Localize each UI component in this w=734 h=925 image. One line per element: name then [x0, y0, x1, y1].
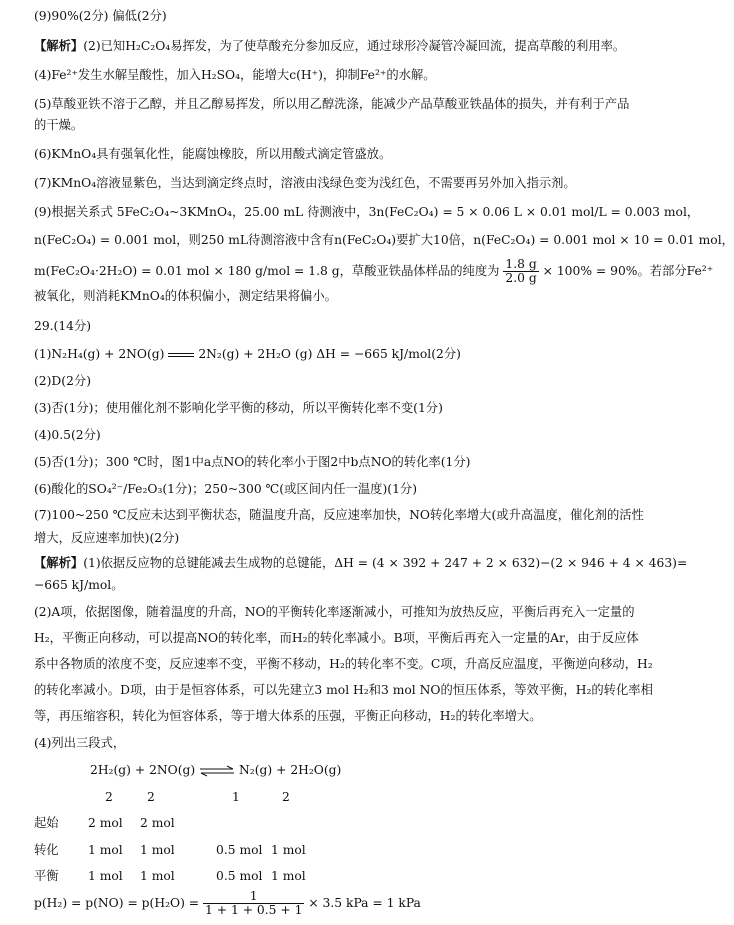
products: 2N₂(g) + 2H₂O (g) ΔH = −665 kJ/mol(2分) — [198, 347, 461, 361]
analysis-line-2 — [34, 38, 625, 54]
eq-left: 2H₂(g) + 2NO(g) — [90, 763, 196, 777]
question-29-header: 29.(14分) — [34, 319, 92, 333]
analysis-line-6: (6)KMnO₄具有强氧化性，能腐蚀橡胶，所以用酸式滴定管盛放。 — [34, 147, 392, 161]
analysis-line-4: (4)Fe²⁺发生水解呈酸性，加入H₂SO₄，能增大c(H⁺)，抑制Fe²⁺的水解。 — [34, 68, 436, 82]
analysis-29-1a — [34, 555, 687, 571]
cell: 2 mol — [140, 816, 175, 830]
partial-pressure-calc — [34, 890, 421, 917]
cell: 1 mol — [271, 843, 306, 857]
coef-h2: 2 — [105, 790, 113, 804]
pressure-fraction — [203, 890, 304, 917]
cell: 0.5 mol — [216, 869, 263, 883]
analysis-29-2a: (2)A项，依据图像，随着温度的升高，NO的平衡转化率逐渐减小，可推知为放热反应，平衡后再充入一定量的 — [34, 605, 635, 619]
cell: 1 mol — [140, 843, 175, 857]
analysis-tag: 【解析】 — [34, 38, 84, 53]
answer-29-1 — [34, 346, 461, 362]
equilibrium-arrow-icon — [199, 766, 235, 776]
answer-29-4: (4)0.5(2分) — [34, 428, 101, 442]
fraction-numerator: 1 — [203, 890, 304, 904]
analysis-29-2e: 等，再压缩容积，转化为恒容体系，等于增大体系的压强，平衡正向移动，H₂的转化率增大。 — [34, 709, 542, 723]
fraction-denominator: 2.0 g — [505, 271, 537, 285]
analysis-line-5b: 的干燥。 — [34, 118, 84, 132]
analysis-line-5a: (5)草酸亚铁不溶于乙醇，并且乙醇易挥发，所以用乙醇洗涤，能减少产品草酸亚铁晶体的损失，并有利于产品 — [34, 97, 630, 111]
analysis-29-2b: H₂，平衡正向移动，可以提高NO的转化率，而H₂的转化率减小。B项，平衡后再充入一定量的Ar，由于反应体 — [34, 631, 639, 645]
fraction-denominator: 1 + 1 + 0.5 + 1 — [205, 903, 303, 917]
coef-no: 2 — [147, 790, 155, 804]
three-stage-equation — [90, 762, 341, 778]
cell: 1 mol — [88, 843, 123, 857]
answer-29-3: (3)否(1分)；使用催化剂不影响化学平衡的移动，所以平衡转化率不变(1分) — [34, 401, 443, 415]
analysis-text: (2)已知H₂C₂O₄易挥发，为了使草酸充分参加反应，通过球形冷凝管冷凝回流，提高草酸的利用率。 — [83, 39, 626, 53]
cell: 2 mol — [88, 816, 123, 830]
analysis-line-9b: n(FeC₂O₄) = 0.001 mol，则250 mL待测溶液中含有n(FeC₂O₄)要扩大10倍，n(FeC₂O₄) = 0.001 mol × 10 = 0.01 mol， — [34, 233, 734, 247]
analysis-line-9a: (9)根据关系式 5FeC₂O₄~3KMnO₄，25.00 mL 待测液中，3n(FeC₂O₄) = 5 × 0.06 L × 0.01 mol/L = 0.003 mol， — [34, 205, 700, 219]
equals-sign-icon — [168, 351, 194, 359]
row-label-equilibrium: 平衡 — [34, 869, 59, 883]
analysis-line-9d: 被氧化，则消耗KMnO₄的体积偏小，测定结果将偏小。 — [34, 289, 337, 303]
pressure-lhs: p(H₂) = p(NO) = p(H₂O) = — [34, 896, 200, 910]
answer-29-7b: 增大，反应速率加快)(2分) — [34, 531, 180, 545]
fraction-numerator: 1.8 g — [505, 257, 537, 271]
purity-fraction — [503, 258, 538, 285]
answer-29-6: (6)酸化的SO₄²⁻/Fe₂O₃(1分)；250~300 ℃(或区间内任一温度)(1分) — [34, 482, 417, 496]
analysis-text: (1)依据反应物的总键能减去生成物的总键能，ΔH = (4 × 392 + 247 + 2 × 632)−(2 × 946 + 4 × 463)= — [83, 556, 688, 570]
coef-h2o: 2 — [282, 790, 290, 804]
analysis-29-2d: 的转化率减小。D项，由于是恒容体系，可以先建立3 mol H₂和3 mol NO的恒压体系，等效平衡，H₂的转化率相 — [34, 683, 653, 697]
analysis-tag: 【解析】 — [34, 555, 84, 570]
pressure-result: × 3.5 kPa = 1 kPa — [308, 896, 421, 910]
analysis-line-7: (7)KMnO₄溶液显紫色，当达到滴定终点时，溶液由浅绿色变为浅红色，不需要再另外加入指示剂。 — [34, 176, 576, 190]
row-label-change: 转化 — [34, 843, 59, 857]
answer-29-2: (2)D(2分) — [34, 374, 91, 388]
cell: 1 mol — [271, 869, 306, 883]
analysis-29-4-intro: (4)列出三段式， — [34, 736, 126, 750]
row-label-start: 起始 — [34, 816, 59, 830]
coef-n2: 1 — [232, 790, 240, 804]
analysis-29-1b: −665 kJ/mol。 — [34, 578, 124, 592]
analysis-line-9c — [34, 258, 713, 285]
cell: 1 mol — [88, 869, 123, 883]
mass-calc: m(FeC₂O₄·2H₂O) = 0.01 mol × 180 g/mol = 1.8 g，草酸亚铁晶体样品的纯度为 — [34, 264, 500, 278]
cell: 1 mol — [140, 869, 175, 883]
answer-29-5: (5)否(1分)；300 ℃时，图1中a点NO的转化率小于图2中b点NO的转化率(1分) — [34, 455, 471, 469]
reactants: (1)N₂H₄(g) + 2NO(g) — [34, 347, 165, 361]
answer-29-7a: (7)100~250 ℃反应未达到平衡状态，随温度升高，反应速率加快，NO转化率增大(或升高温度，催化剂的活性 — [34, 508, 644, 522]
cell: 0.5 mol — [216, 843, 263, 857]
purity-result: × 100% = 90%。若部分Fe²⁺ — [542, 264, 714, 278]
answer-9: (9)90%(2分) 偏低(2分) — [34, 9, 167, 23]
analysis-29-2c: 系中各物质的浓度不变，反应速率不变，平衡不移动，H₂的转化率不变。C项，升高反应温度，平衡逆向移动，H₂ — [34, 657, 653, 671]
eq-right: N₂(g) + 2H₂O(g) — [239, 763, 342, 777]
